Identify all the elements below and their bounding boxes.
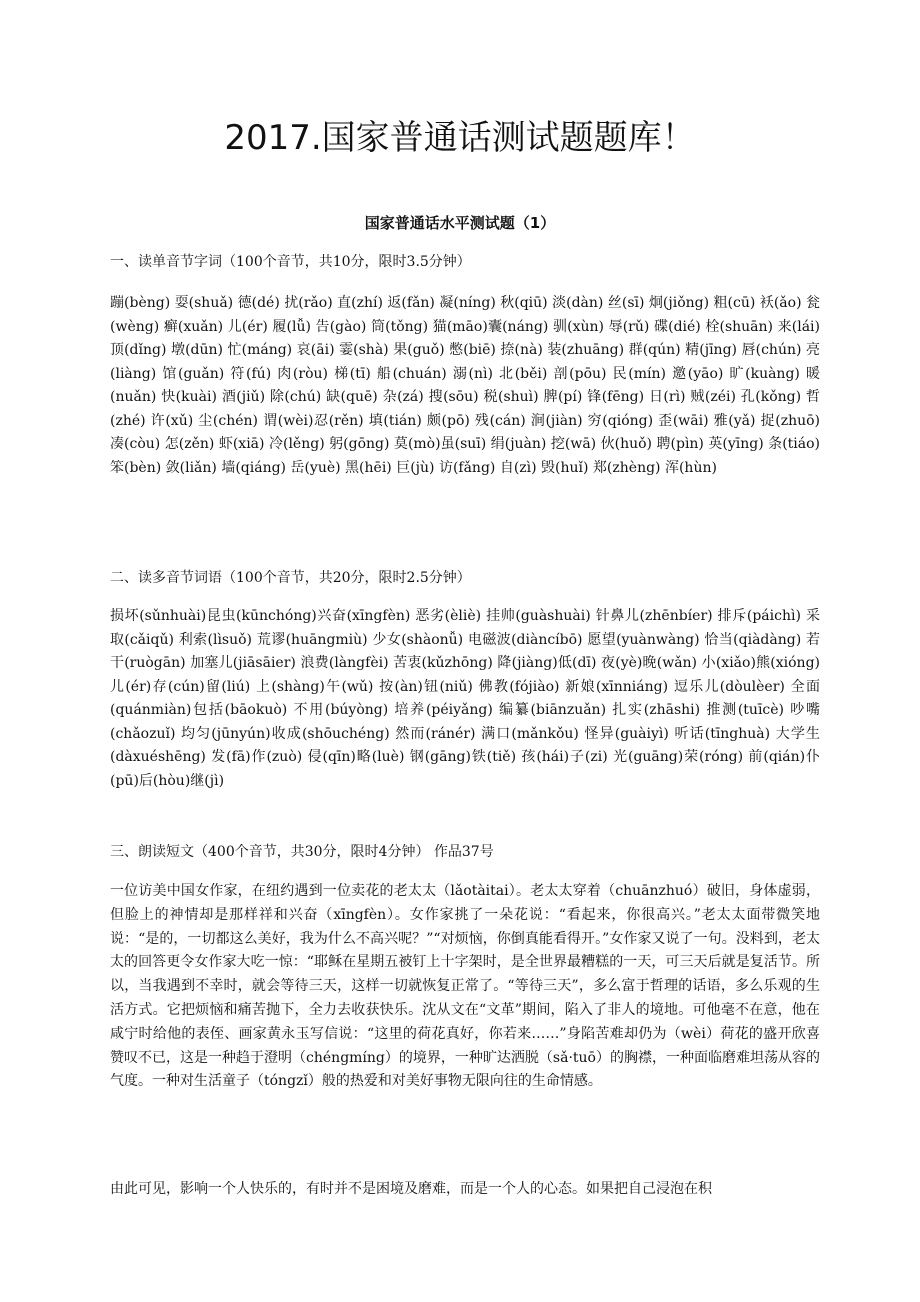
section-3-passage: 一位访美中国女作家，在纽约遇到一位卖花的老太太（lǎotàitai）。老太太穿着（chuānzhuó）破旧，身体虚弱，但脸上的神情却是那样祥和兴奋（xīngfèn）。女作家挑了一朵花说：“看起来，你很高兴。”老太太面带微笑地说：“是的，一切都这么美好，我为什么不高兴呢？”“对烦恼，你倒真能看得开。”女作家又说了一句。没料到，老太太的回答更令女作家大吃一惊：“耶稣在星期五被钉上十字架时，是全世界最糟糕的一天，可三天后就是复活节。所以，当我遇到不幸时，就会等待三天，这样一切就恢复正常了。“等待三天”，多么富于哲理的话语，多么乐观的生活方式。它把烦恼和痛苦抛下，全力去收获快乐。沈从文在“文革”期间，陷入了非人的境地。可他毫不在意，他在咸宁时给他的表侄、画家黄永玉写信说：“这里的荷花真好，你若来……”身陷苦难却仍为（wèi）荷花的盛开欣喜赞叹不已，这是一种趋于澄明（chéngmíng）的境界，一种旷达洒脱（sǎ·tuō）的胸襟，一种面临磨难坦荡从容的气度。一种对生活童子（tóngzǐ）般的热爱和对美好事物无限向往的生命情感。	[110, 883, 820, 1090]
document-title: 2017.国家普通话测试题题库！	[224, 118, 696, 158]
section-1-characters: 蹦(bèng) 耍(shuǎ) 德(dé) 扰(rǎo) 直(zhí) 返(fǎn) 凝(níng) 秋(qiū) 淡(dàn) 丝(sī) 炯(jiǒng) 粗(cū) 袄(ǎo) 瓮(wèng) 癣(xuǎn) 儿(ér) 履(lǚ) 告(gào) 筒(tǒng) 猫(māo)囊(náng) 驯(xùn) 辱(rǔ) 碟(dié) 栓(shuān) 来(lái) 顶(dǐng) 墩(dūn) 忙(máng) 哀(āi) 霎(shà) 果(guǒ) 憋(biē) 捺(nà) 装(zhuāng) 群(qún) 精(jīng) 唇(chún) 亮(liàng) 馆(guǎn) 符(fú) 肉(ròu) 梯(tī) 船(chuán) 溺(nì) 北(běi) 剖(pōu) 民(mín) 邀(yāo) 旷(kuàng) 暖(nuǎn) 快(kuài) 酒(jiǔ) 除(chú) 缺(quē) 杂(zá) 搜(sōu) 税(shuì) 脾(pí) 锋(fēng) 日(rì) 贼(zéi) 孔(kǒng) 哲(zhé) 许(xǔ) 尘(chén) 谓(wèi)忍(rěn) 填(tián) 颇(pō) 残(cán) 涧(jiàn) 穷(qióng) 歪(wāi) 雅(yǎ) 捉(zhuō) 凑(còu) 怎(zěn) 虾(xiā) 冷(lěng) 躬(gōng) 莫(mò)虽(suī) 绢(juàn) 挖(wā) 伙(huǒ) 聘(pìn) 英(yīng) 条(tiáo) 笨(bèn) 敛(liǎn) 墙(qiáng) 岳(yuè) 黑(hēi) 巨(jù) 访(fǎng) 自(zì) 毁(huǐ) 郑(zhèng) 浑(hùn)	[110, 295, 820, 476]
section-3-passage-continued: 由此可见，影响一个人快乐的，有时并不是困境及磨难，而是一个人的心态。如果把自己浸泡在积	[110, 1181, 712, 1197]
test-subtitle: 国家普通话水平测试题（1）	[364, 214, 556, 232]
section-2-words: 损坏(sǔnhuài)昆虫(kūnchóng)兴奋(xīngfèn) 恶劣(èliè) 挂帅(guàshuài) 针鼻儿(zhēnbíer) 排斥(páichì) 采取(cǎiqǔ) 利索(lìsuǒ) 荒谬(huāngmiù) 少女(shàonǚ) 电磁波(diàncíbō) 愿望(yuànwàng) 恰当(qiàdàng) 若干(ruògān) 加塞儿(jiāsāier) 浪费(làngfèi) 苦衷(kǔzhōng) 降(jiàng)低(dī) 夜(yè)晚(wǎn) 小(xiǎo)熊(xióng)儿(ér)存(cún)留(liú) 上(shàng)午(wǔ) 按(àn)钮(niǔ) 佛教(fójiào) 新娘(xīnniáng) 逗乐儿(dòulèer) 全面(quánmiàn)包括(bāokuò) 不用(búyòng) 培养(péiyǎng) 编纂(biānzuǎn) 扎实(zhāshi) 推测(tuīcè) 吵嘴(chǎozuǐ) 均匀(jūnyún)收成(shōuchéng) 然而(ránér) 满口(mǎnkǒu) 怪异(guàiyì) 听话(tīnghuà) 大学生(dàxuéshēng) 发(fā)作(zuò) 侵(qīn)略(luè) 钢(gāng)铁(tiě) 孩(hái)子(zi) 光(guāng)荣(róng) 前(qián)仆(pū)后(hòu)继(jì)	[110, 608, 820, 789]
section-2-heading: 二、读多音节词语（100个音节，共20分，限时2.5分钟）	[110, 570, 471, 586]
section-1-heading: 一、读单音节字词（100个音节，共10分，限时3.5分钟）	[110, 254, 471, 270]
section-3-heading: 三、朗读短文（400个音节，共30分，限时4分钟） 作品37号	[110, 844, 494, 860]
